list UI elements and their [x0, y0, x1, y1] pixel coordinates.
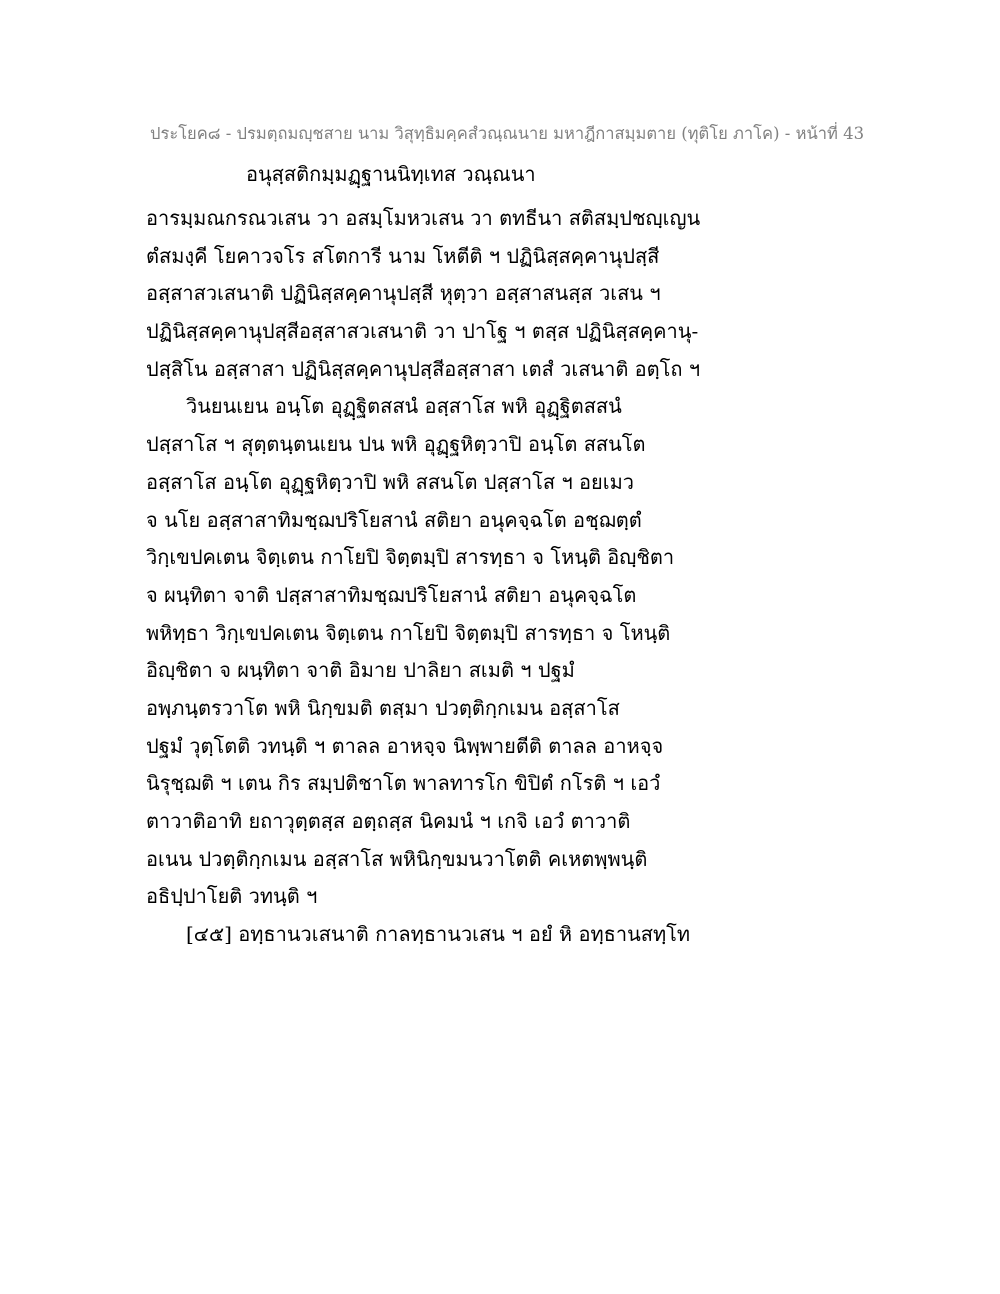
text-line: อารมฺมณกรณวเสน วา อสมฺโมหวเสน วา ตทธีนา สติสมฺปชญฺเญน — [146, 206, 701, 230]
text-line: อเนน ปวตฺติกฺกเมน อสฺสาโส พหินิกฺขมนวาโตติ คเหตพฺพนฺติ — [146, 846, 648, 871]
running-header: ประโยค๘ - ปรมตฺถมญฺชสาย นาม วิสุทฺธิมคฺคสํวณฺณนาย มหาฎีกาสมฺมตาย (ทุติโย ภาโค) - หน้าที่ 43 — [150, 124, 865, 143]
text-line: อธิปฺปาโยติ วทนฺติ ฯ — [146, 884, 318, 909]
section-heading: อนุสฺสติกมฺมฏฺฐานนิทฺเทส วณฺณนา — [246, 162, 536, 186]
text-line: ปสฺสาโส ฯ สุตฺตนฺตนเยน ปน พหิ อุฏฺฐหิตฺวาปิ อนฺโต สสนโต — [146, 432, 646, 457]
body-text — [146, 200, 706, 954]
text-line: อสฺสาโส อนฺโต อุฏฺฐหิตฺวาปิ พหิ สสนโต ปสฺสาโส ฯ อยเมว — [146, 469, 635, 494]
text-line: จ ผนฺทิตา จาติ ปสฺสาสาทิมชฺฌปริโยสานํ สติยา อนุคจฺฉโต — [146, 582, 637, 607]
text-line: ปสฺสิโน อสฺสาสา ปฏินิสฺสคฺคานุปสฺสีอสฺสาสา เตสํ วเสนาติ อตฺโถ ฯ — [146, 356, 701, 381]
text-line: ตํสมงฺคี โยคาวจโร สโตการี นาม โหตีติ ฯ ปฏินิสฺสคฺคานุปสฺสี — [146, 243, 660, 268]
text-line: ตาวาติอาทิ ยถาวุตฺตสฺส อตฺถสฺส นิคมนํ ฯ เกจิ เอวํ ตาวาติ — [146, 809, 631, 833]
text-line: พหิทฺธา วิกฺเขปคเตน จิตฺเตน กาโยปิ จิตฺตมฺปิ สารทฺธา จ โหนฺติ — [146, 620, 671, 645]
text-line: อสฺสาสวเสนาติ ปฏินิสฺสคฺคานุปสฺสี หุตฺวา อสฺสาสนสฺส วเสน ฯ — [146, 281, 661, 306]
text-line: วิกฺเขปคเตน จิตฺเตน กาโยปิ จิตฺตมฺปิ สารทฺธา จ โหนฺติ อิญฺชิตา — [146, 545, 675, 570]
text-line: อพฺภนฺตรวาโต พหิ นิกฺขมติ ตสฺมา ปวตฺติกฺกเมน อสฺสาโส — [146, 695, 620, 720]
text-line: ปฐมํ วุตฺโตติ วทนฺติ ฯ ตาลล อาหจฺจ นิพฺพายตีติ ตาลล อาหจฺจ — [146, 733, 664, 758]
paragraph-start-line: วินยนเยน อนฺโต อุฏฺฐิตสสนํ อสฺสาโส พหิ อุฏฺฐิตสสนํ — [186, 394, 622, 419]
text-line: อิญฺชิตา จ ผนฺทิตา จาติ อิมาย ปาลิยา สเมติ ฯ ปฐมํ — [146, 658, 575, 683]
text-line: นิรุชฺฌติ ฯ เตน กิร สมฺปติชาโต พาลทารโก ขิปิตํ กโรติ ฯ เอวํ — [146, 771, 661, 796]
text-line: ปฏินิสฺสคฺคานุปสฺสีอสฺสาสวเสนาติ วา ปาโฐ ฯ ตสฺส ปฏินิสฺสคฺคานุ- — [146, 319, 699, 344]
text-line: จ นโย อสฺสาสาทิมชฺฌปริโยสานํ สติยา อนุคจฺฉโต อชฺฌตฺตํ — [146, 507, 642, 532]
paragraph-start-line: [๔๕] อทฺธานวเสนาติ กาลทฺธานวเสน ฯ อยํ หิ อทฺธานสทฺโท — [186, 922, 691, 947]
